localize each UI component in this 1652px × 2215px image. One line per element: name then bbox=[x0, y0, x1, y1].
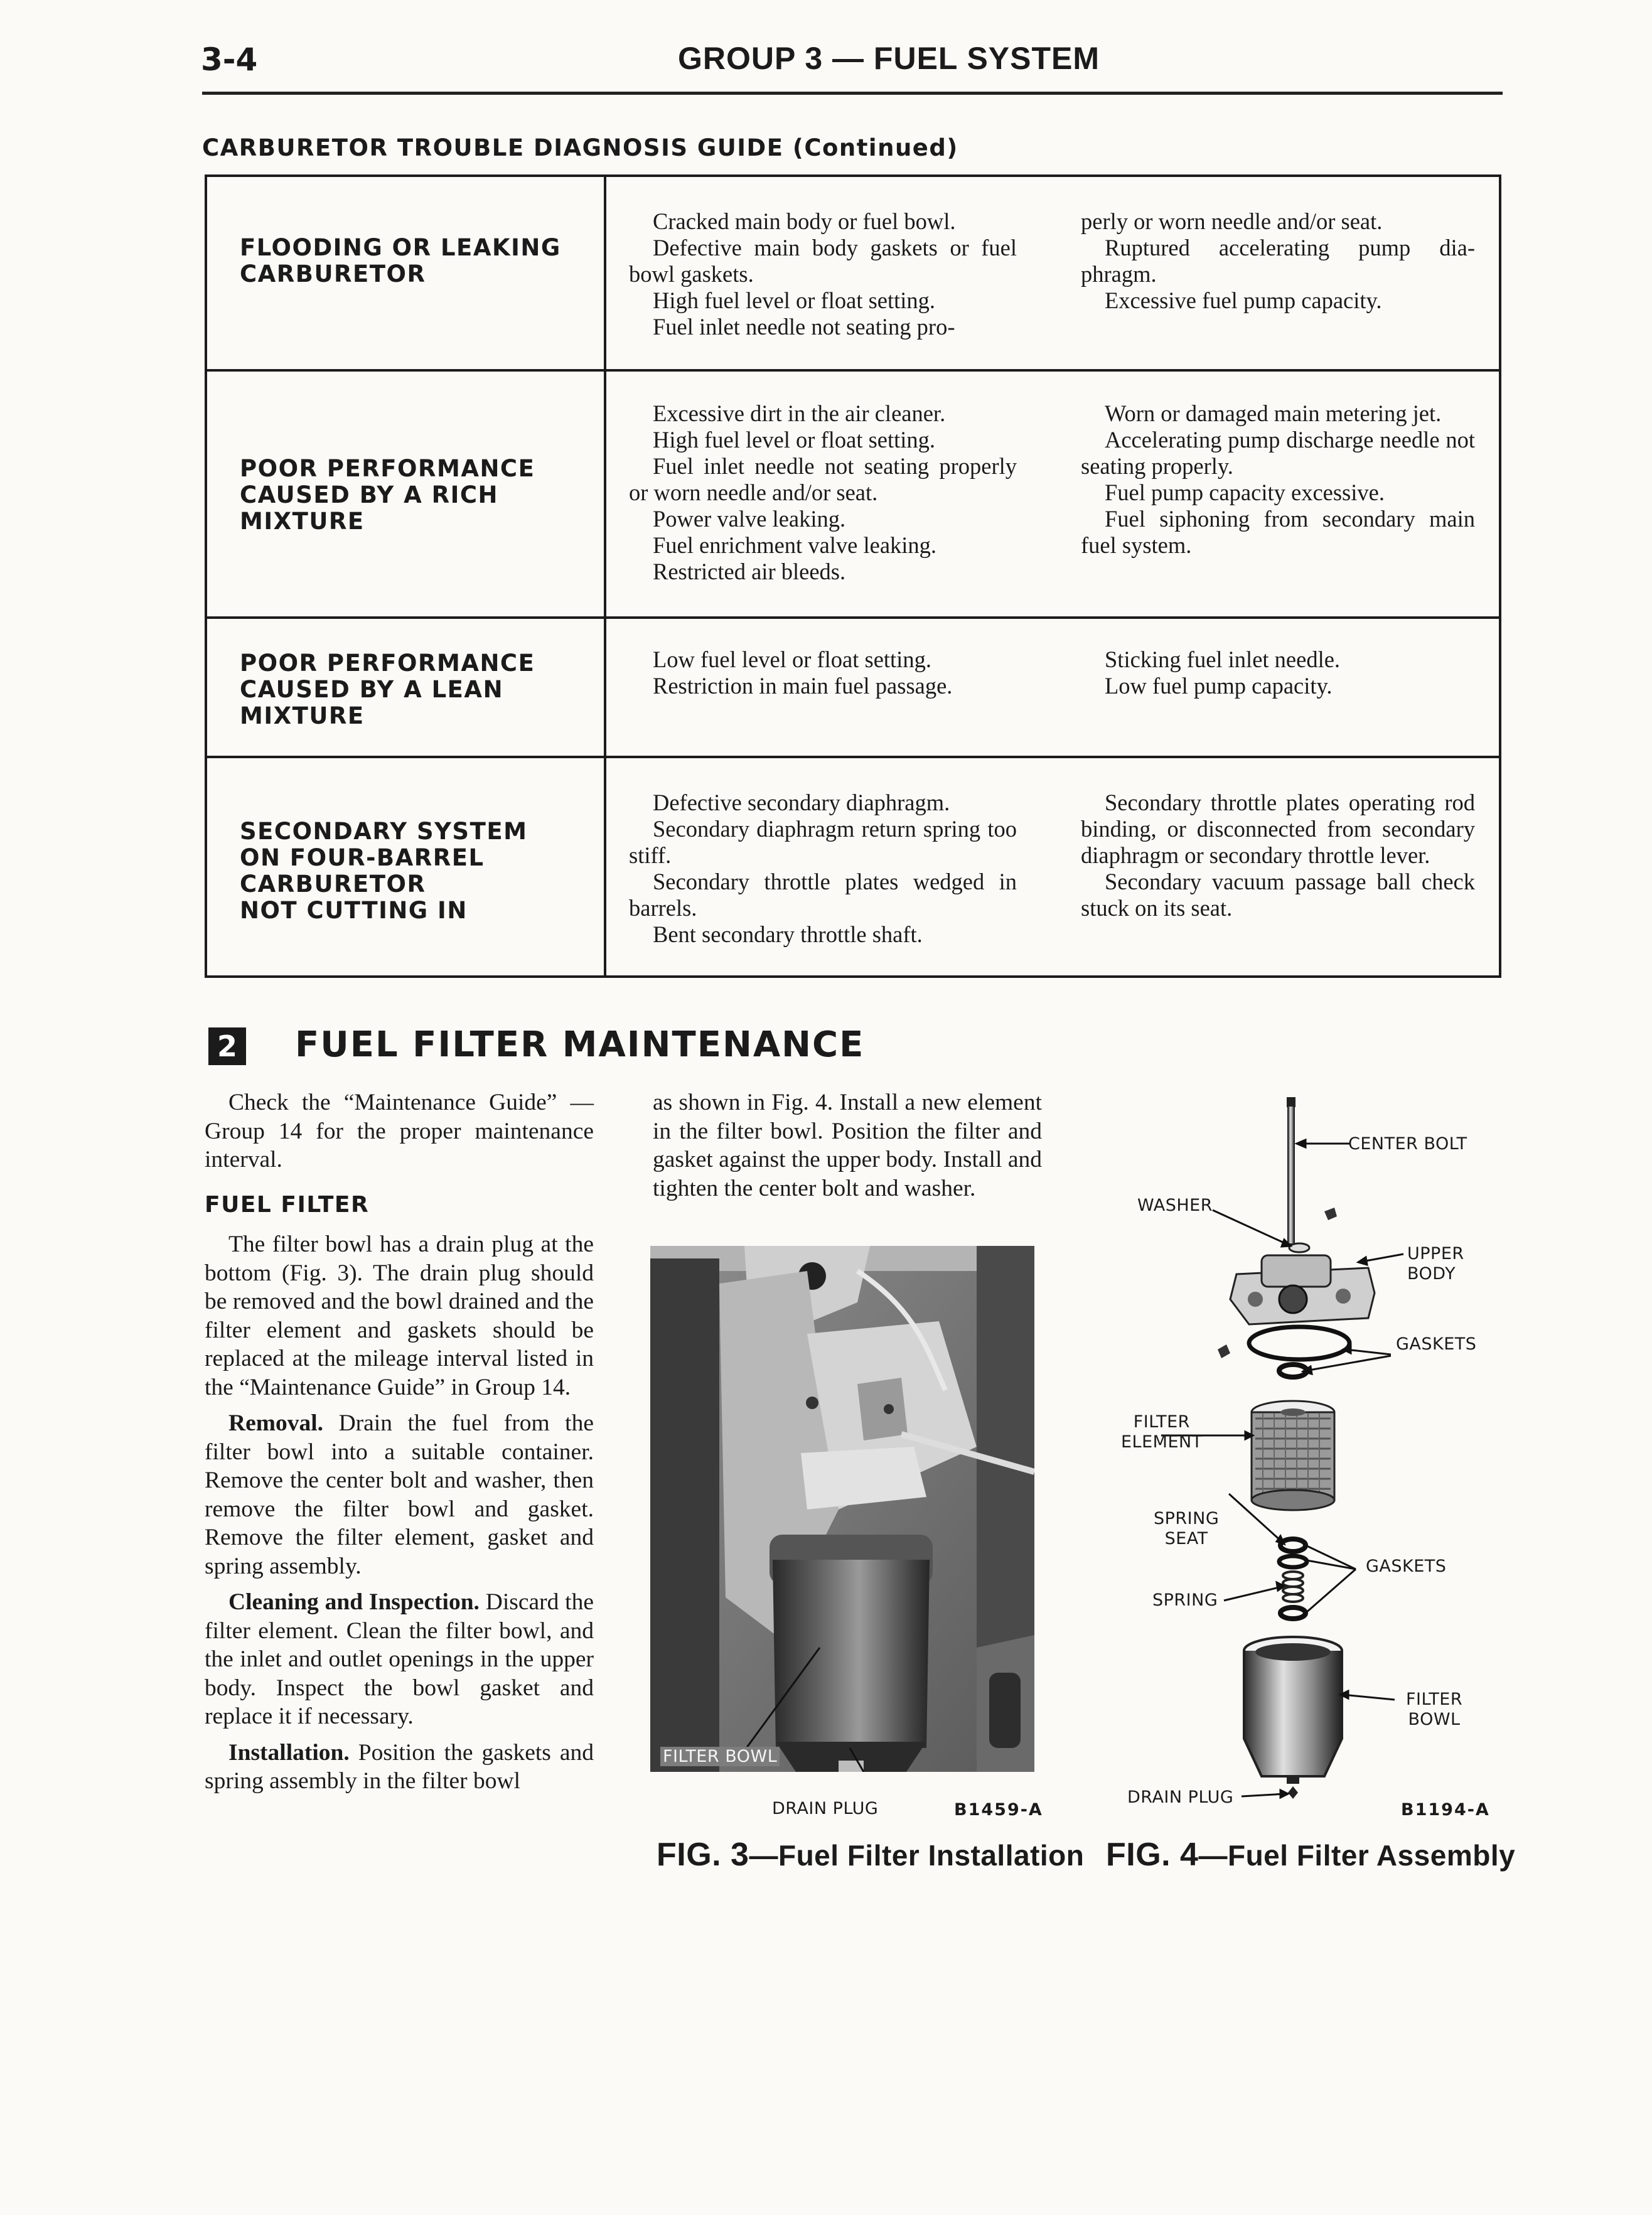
causes-column-1 bbox=[629, 646, 1017, 699]
cause-item: perly or worn needle and/or seat. bbox=[1081, 208, 1383, 234]
condition-cell bbox=[207, 177, 606, 369]
fig4-label-gaskets-top: GASKETS bbox=[1396, 1334, 1477, 1354]
cause-item: Excessive dirt in the air cleaner. bbox=[653, 400, 946, 426]
installation-continued: as shown in Fig. 4. Install a new element in the filter bowl. Position the filter and gasket against the upper body. Install and tighten the center bolt and washer. bbox=[653, 1090, 1042, 1201]
causes-column-2 bbox=[1081, 400, 1475, 559]
body-column-2 bbox=[653, 1088, 1042, 1210]
filter-element bbox=[1252, 1401, 1334, 1510]
cause-item: Fuel inlet needle not seating properly or worn needle and/or seat. bbox=[629, 453, 1017, 505]
fig4-label-center-bolt: CENTER BOLT bbox=[1348, 1134, 1467, 1154]
gasket-ring bbox=[1279, 1556, 1307, 1567]
condition-label: POOR PERFORMANCE CAUSED BY A RICH MIXTURE bbox=[240, 455, 535, 535]
drain-plug bbox=[1288, 1786, 1298, 1799]
installation-heading: Installation. bbox=[228, 1739, 350, 1766]
fig3-caption bbox=[657, 1836, 1084, 1874]
cause-item: Bent secondary throttle shaft. bbox=[653, 921, 923, 947]
spring-seat bbox=[1280, 1539, 1306, 1552]
gasket-large bbox=[1249, 1327, 1349, 1360]
fig4-number: FIG. 4 bbox=[1106, 1837, 1199, 1873]
page-number: 3-4 bbox=[201, 41, 258, 78]
cause-item: Fuel inlet needle not seating pro- bbox=[653, 314, 955, 340]
fig4-caption bbox=[1106, 1836, 1515, 1874]
cause-item: Ruptured accelerating pump dia-phragm. bbox=[1081, 235, 1475, 287]
cause-item: Accelerating pump discharge needle not seating properly. bbox=[1081, 427, 1475, 479]
fig4-label-upper-body: UPPER BODY bbox=[1407, 1244, 1464, 1284]
fig4-label-spring-seat: SPRING SEAT bbox=[1154, 1509, 1220, 1548]
cause-item: Sticking fuel inlet needle. bbox=[1105, 646, 1341, 672]
table-row bbox=[207, 177, 1499, 372]
running-head: GROUP 3 — FUEL SYSTEM bbox=[678, 41, 1100, 76]
cause-item: Secondary throttle plates wedged in barrels. bbox=[629, 869, 1017, 921]
cause-item: Restricted air bleeds. bbox=[653, 559, 846, 584]
cause-item: Low fuel pump capacity. bbox=[1105, 673, 1333, 699]
filter-bowl bbox=[1244, 1637, 1342, 1799]
table-row bbox=[207, 372, 1499, 619]
causes-column-2 bbox=[1081, 646, 1475, 699]
photo-illustration bbox=[650, 1246, 1034, 1772]
cause-item: Defective main body gaskets or fuel bowl gaskets. bbox=[629, 235, 1017, 287]
intro-paragraph: Check the “Maintenance Guide” —Group 14 for the proper maintenance interval. bbox=[205, 1090, 594, 1172]
cleaning-text: Discard the filter element. Clean the filter bowl, and the inlet and outlet openings in the upper body. Inspect the bowl gasket and replace it if necessary. bbox=[205, 1589, 594, 1729]
cause-item: Restriction in main fuel passage. bbox=[653, 673, 953, 699]
table-row bbox=[207, 758, 1499, 975]
cause-item: High fuel level or float setting. bbox=[653, 287, 936, 313]
condition-cell bbox=[207, 372, 606, 616]
removal-heading: Removal. bbox=[228, 1410, 324, 1436]
cleaning-heading: Cleaning and Inspection. bbox=[228, 1589, 480, 1615]
cause-item: Low fuel level or float setting. bbox=[653, 646, 931, 672]
gasket-ring bbox=[1280, 1607, 1306, 1619]
washer bbox=[1289, 1243, 1309, 1252]
causes-column-1 bbox=[629, 790, 1017, 948]
fig3-title: —Fuel Filter Installation bbox=[749, 1839, 1085, 1872]
fig4-label-spring: SPRING bbox=[1152, 1590, 1218, 1610]
cause-item: Excessive fuel pump capacity. bbox=[1105, 287, 1382, 313]
cause-item: Secondary vacuum passage ball check stuck on its seat. bbox=[1081, 869, 1475, 921]
subheading-fuel-filter: FUEL FILTER bbox=[205, 1191, 370, 1218]
condition-label: SECONDARY SYSTEM ON FOUR-BARREL CARBURETOR NOT CUTTING IN bbox=[240, 818, 528, 924]
body-column-1 bbox=[205, 1088, 594, 1803]
fig4-label-drain-plug: DRAIN PLUG bbox=[1127, 1788, 1234, 1807]
fuel-filter-installation-photo bbox=[650, 1246, 1034, 1772]
fig3-code: B1459-A bbox=[954, 1800, 1043, 1820]
upper-body bbox=[1230, 1255, 1375, 1324]
fig3-label-filter-bowl: FILTER BOWL bbox=[660, 1747, 780, 1766]
fig4-label-filter-bowl: FILTER BOWL bbox=[1406, 1690, 1463, 1729]
cause-item: Secondary throttle plates operating rod binding, or disconnected from secondary diaphragm or secondary throttle lever. bbox=[1081, 790, 1475, 868]
cause-item: Worn or damaged main metering jet. bbox=[1105, 400, 1442, 426]
table-row bbox=[207, 619, 1499, 758]
condition-label: POOR PERFORMANCE CAUSED BY A LEAN MIXTURE bbox=[240, 650, 535, 729]
section-title: FUEL FILTER MAINTENANCE bbox=[295, 1024, 865, 1065]
table-title: CARBURETOR TROUBLE DIAGNOSIS GUIDE (Continued) bbox=[202, 134, 958, 161]
fig4-label-washer: WASHER bbox=[1137, 1196, 1213, 1215]
causes-column-2 bbox=[1081, 208, 1475, 314]
fig4-label-gaskets-bottom: GASKETS bbox=[1366, 1557, 1447, 1576]
cause-item: Defective secondary diaphragm. bbox=[653, 790, 950, 815]
fig3-label-drain-plug: DRAIN PLUG bbox=[772, 1799, 879, 1818]
header-rule bbox=[202, 92, 1503, 95]
fig4-code: B1194-A bbox=[1401, 1800, 1490, 1820]
installation-text: Position the gaskets and spring assembly in the filter bowl bbox=[205, 1739, 594, 1794]
condition-cell bbox=[207, 619, 606, 756]
fig3-number: FIG. 3 bbox=[657, 1837, 749, 1873]
cause-item: High fuel level or float setting. bbox=[653, 427, 936, 453]
causes-column-1 bbox=[629, 400, 1017, 585]
section-number-badge: 2 bbox=[208, 1027, 246, 1065]
condition-label: FLOODING OR LEAKING CARBURETOR bbox=[240, 234, 561, 287]
cause-item: Power valve leaking. bbox=[653, 506, 846, 532]
spring bbox=[1283, 1572, 1303, 1602]
removal-paragraph bbox=[205, 1409, 594, 1580]
cause-item: Cracked main body or fuel bowl. bbox=[653, 208, 956, 234]
cause-item: Fuel siphoning from secondary main fuel system. bbox=[1081, 506, 1475, 558]
installation-paragraph bbox=[205, 1739, 594, 1796]
cause-item: Fuel pump capacity excessive. bbox=[1105, 480, 1385, 505]
fig4-label-filter-element: FILTER ELEMENT bbox=[1121, 1412, 1203, 1452]
diagnosis-table bbox=[205, 174, 1501, 978]
cause-item: Secondary diaphragm return spring too stiff. bbox=[629, 816, 1017, 868]
center-bolt bbox=[1287, 1097, 1295, 1244]
filter-paragraph: The filter bowl has a drain plug at the bottom (Fig. 3). The drain plug should be removed and the bowl drained and the filter element and gaskets should be replaced at the mileage interval listed in the “Maintenance Guide” in Group 14. bbox=[205, 1231, 594, 1400]
condition-cell bbox=[207, 758, 606, 975]
fig4-title: —Fuel Filter Assembly bbox=[1198, 1839, 1516, 1872]
removal-text: Drain the fuel from the filter bowl into a suitable container. Remove the center bolt and washer, then remove the filter bowl and gasket. Remove the filter element, gasket and spring assembly. bbox=[205, 1410, 594, 1579]
cause-item: Fuel enrichment valve leaking. bbox=[653, 532, 937, 558]
cleaning-paragraph bbox=[205, 1588, 594, 1731]
causes-column-1 bbox=[629, 208, 1017, 340]
causes-column-2 bbox=[1081, 790, 1475, 921]
